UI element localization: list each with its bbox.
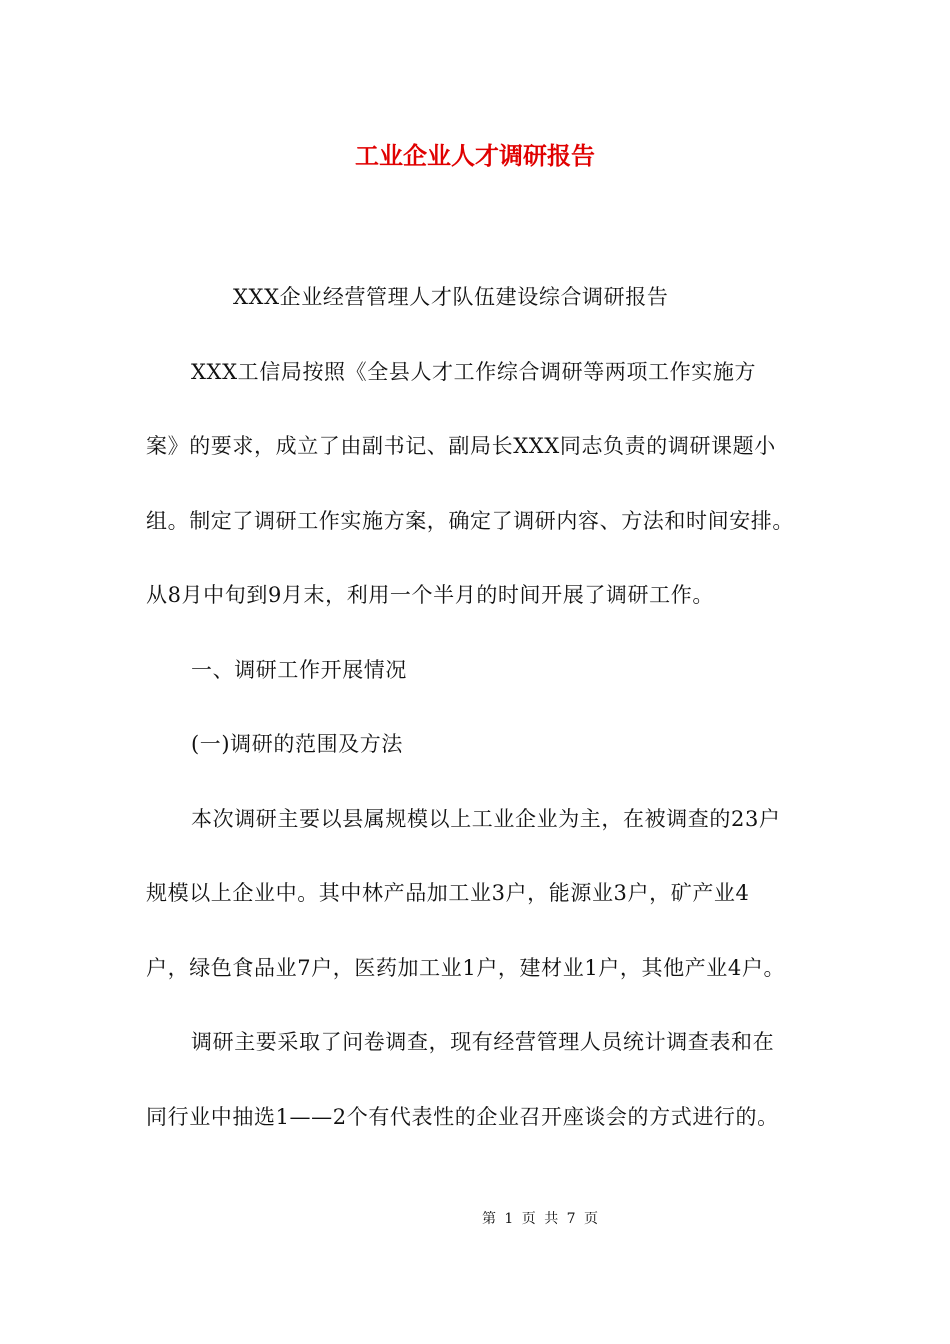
page-number-footer: 第 1 页 共 7 页 [481, 1211, 599, 1227]
paragraph-line: 户，绿色食品业7户，医药加工业1户，建材业1户，其他产业4户。 [146, 956, 786, 980]
paragraph-line: 本次调研主要以县属规模以上工业企业为主，在被调查的23户 [191, 807, 781, 831]
paragraph-line: 同行业中抽选1——2个有代表性的企业召开座谈会的方式进行的。 [146, 1105, 779, 1129]
section-heading: 一、调研工作开展情况 [191, 658, 407, 682]
paragraph-line: 调研主要采取了问卷调查，现有经营管理人员统计调查表和在 [191, 1030, 775, 1054]
report-subtitle: XXX企业经营管理人才队伍建设综合调研报告 [233, 285, 669, 309]
paragraph-line: 从8月中旬到9月末，利用一个半月的时间开展了调研工作。 [146, 583, 714, 607]
document-title: 工业企业人才调研报告 [355, 141, 595, 170]
paragraph-line: 案》的要求，成立了由副书记、副局长XXX同志负责的调研课题小 [146, 434, 776, 458]
subsection-heading: (一)调研的范围及方法 [191, 732, 403, 756]
paragraph-line: 组。制定了调研工作实施方案，确定了调研内容、方法和时间安排。 [146, 509, 794, 533]
paragraph-line: XXX工信局按照《全县人才工作综合调研等两项工作实施方 [191, 360, 757, 384]
paragraph-line: 规模以上企业中。其中林产品加工业3户，能源业3户，矿产业4 [146, 881, 750, 905]
